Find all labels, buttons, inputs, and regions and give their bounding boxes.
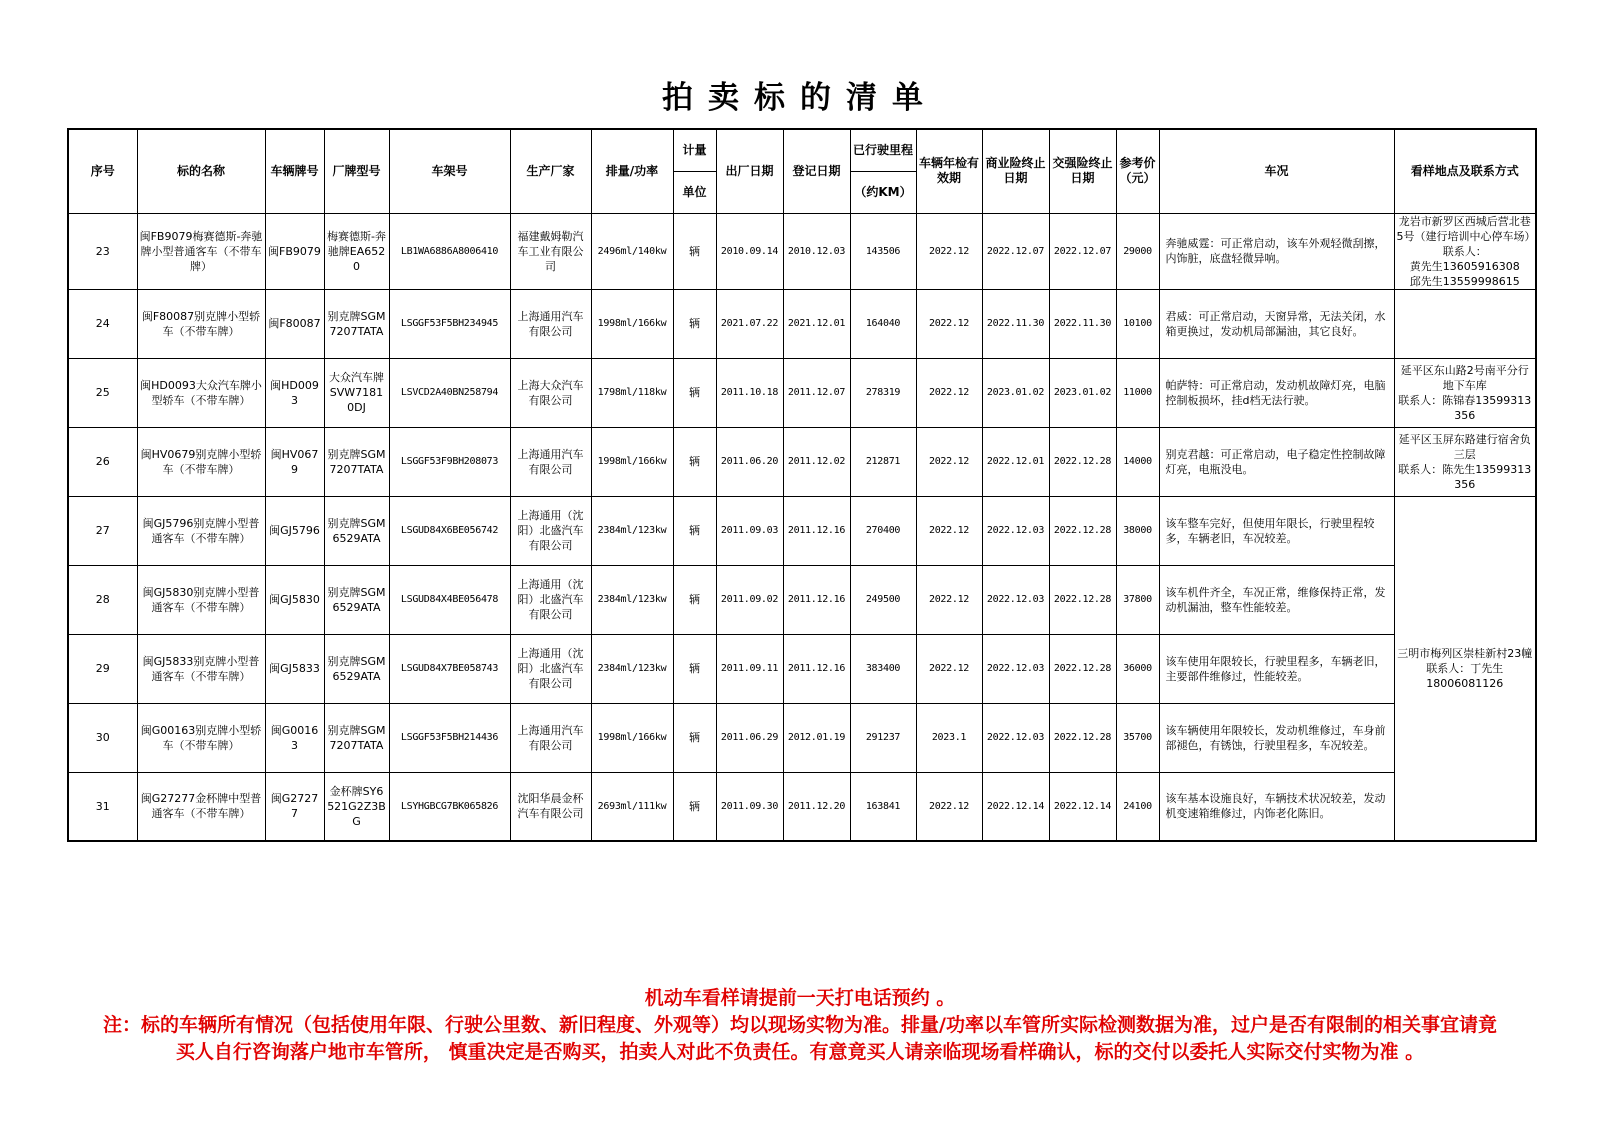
cell-model: 别克牌SGM6529ATA (324, 565, 389, 634)
cell-commercial-ins: 2022.12.03 (982, 634, 1049, 703)
header-inspection: 车辆年检有效期 (916, 129, 982, 213)
cell-plate: 闽F80087 (265, 289, 324, 358)
cell-compulsory-ins: 2023.01.02 (1049, 358, 1116, 427)
cell-price: 36000 (1116, 634, 1159, 703)
table-row (68, 496, 1536, 565)
cell-inspection: 2022.12 (916, 358, 982, 427)
cell-inspection: 2022.12 (916, 496, 982, 565)
cell-plate: 闽GJ5796 (265, 496, 324, 565)
cell-model: 大众汽车牌SVW71810DJ (324, 358, 389, 427)
cell-name: 闽G27277金杯牌中型普通客车（不带车牌） (137, 772, 265, 841)
cell-compulsory-ins: 2022.11.30 (1049, 289, 1116, 358)
cell-maker: 上海通用（沈阳）北盛汽车有限公司 (510, 496, 591, 565)
cell-plate: 闽G27277 (265, 772, 324, 841)
cell-mileage: 164040 (850, 289, 916, 358)
cell-condition: 该车机件齐全，车况正常，维修保持正常，发动机漏油，整车性能较差。 (1159, 565, 1394, 634)
cell-compulsory-ins: 2022.12.14 (1049, 772, 1116, 841)
page-title: 拍卖标的清单 (662, 80, 938, 116)
table-row (68, 358, 1536, 427)
cell-unit: 辆 (673, 496, 716, 565)
cell-condition: 奔驰威霆：可正常启动，该车外观轻微刮擦，内饰脏，底盘轻微异响。 (1159, 213, 1394, 289)
cell-mileage: 163841 (850, 772, 916, 841)
cell-vin: LSYHGBCG7BK065826 (389, 772, 510, 841)
cell-price: 37800 (1116, 565, 1159, 634)
table-row (68, 565, 1536, 634)
cell-reg-date: 2011.12.07 (783, 358, 850, 427)
cell-compulsory-ins: 2022.12.28 (1049, 427, 1116, 496)
cell-price: 38000 (1116, 496, 1159, 565)
location-address: 龙岩市新罗区西城后营北巷5号（建行培训中心停车场） (1396, 214, 1536, 243)
cell-price: 35700 (1116, 703, 1159, 772)
cell-plate: 闽G00163 (265, 703, 324, 772)
location-address: 三明市梅列区崇桂新村23幢 (1397, 646, 1533, 660)
cell-factory-date: 2011.09.30 (716, 772, 783, 841)
cell-vin: LSGGF53F5BH214436 (389, 703, 510, 772)
cell-inspection: 2023.1 (916, 703, 982, 772)
location-contact: 联系人：陈锦春13599313356 (1398, 393, 1532, 422)
cell-seq: 25 (68, 358, 137, 427)
cell-maker: 上海大众汽车有限公司 (510, 358, 591, 427)
cell-name: 闽HD0093大众汽车牌小型轿车（不带车牌） (137, 358, 265, 427)
cell-maker: 上海通用汽车有限公司 (510, 289, 591, 358)
notes (100, 985, 1500, 1066)
table-row (68, 772, 1536, 841)
header-price: 参考价（元） (1116, 129, 1159, 213)
cell-reg-date: 2012.01.19 (783, 703, 850, 772)
cell-model: 别克牌SGM6529ATA (324, 496, 389, 565)
table-row (68, 703, 1536, 772)
header-mileage-bottom: （约KM） (850, 171, 916, 213)
cell-model: 别克牌SGM7207TATA (324, 427, 389, 496)
cell-model: 别克牌SGM6529ATA (324, 634, 389, 703)
cell-power: 1998ml/166kw (591, 703, 673, 772)
cell-price: 11000 (1116, 358, 1159, 427)
cell-name: 闽GJ5830别克牌小型普通客车（不带车牌） (137, 565, 265, 634)
cell-inspection: 2022.12 (916, 289, 982, 358)
cell-location (1394, 427, 1536, 496)
header-model: 厂牌型号 (324, 129, 389, 213)
cell-compulsory-ins: 2022.12.28 (1049, 634, 1116, 703)
location-contact: 联系人：丁先生 (1426, 661, 1504, 675)
cell-seq: 30 (68, 703, 137, 772)
cell-condition: 君威：可正常启动，天窗异常，无法关闭，水箱更换过，发动机局部漏油，其它良好。 (1159, 289, 1394, 358)
cell-maker: 上海通用（沈阳）北盛汽车有限公司 (510, 565, 591, 634)
cell-model: 别克牌SGM7207TATA (324, 289, 389, 358)
cell-vin: LSGGF53F9BH208073 (389, 427, 510, 496)
header-condition: 车况 (1159, 129, 1394, 213)
cell-commercial-ins: 2022.11.30 (982, 289, 1049, 358)
cell-mileage: 278319 (850, 358, 916, 427)
table-row (68, 213, 1536, 289)
cell-commercial-ins: 2022.12.14 (982, 772, 1049, 841)
cell-power: 2693ml/111kw (591, 772, 673, 841)
cell-unit: 辆 (673, 565, 716, 634)
header-vin: 车架号 (389, 129, 510, 213)
cell-reg-date: 2011.12.02 (783, 427, 850, 496)
header-seq: 序号 (68, 129, 137, 213)
cell-name: 闽GJ5796别克牌小型普通客车（不带车牌） (137, 496, 265, 565)
cell-vin: LSGGF53F5BH234945 (389, 289, 510, 358)
cell-location (1394, 213, 1536, 289)
header-reg-date: 登记日期 (783, 129, 850, 213)
cell-name: 闽HV0679别克牌小型轿车（不带车牌） (137, 427, 265, 496)
cell-maker: 上海通用（沈阳）北盛汽车有限公司 (510, 634, 591, 703)
cell-price: 10100 (1116, 289, 1159, 358)
table-row (68, 427, 1536, 496)
cell-reg-date: 2010.12.03 (783, 213, 850, 289)
cell-price: 29000 (1116, 213, 1159, 289)
header-power: 排量/功率 (591, 129, 673, 213)
cell-mileage: 212871 (850, 427, 916, 496)
cell-seq: 23 (68, 213, 137, 289)
location-contact: 邱先生13559998615 (1409, 274, 1520, 288)
auction-table (67, 128, 1537, 842)
cell-factory-date: 2011.09.02 (716, 565, 783, 634)
cell-reg-date: 2011.12.16 (783, 565, 850, 634)
cell-commercial-ins: 2022.12.07 (982, 213, 1049, 289)
cell-factory-date: 2010.09.14 (716, 213, 783, 289)
cell-unit: 辆 (673, 427, 716, 496)
location-address: 延平区玉屏东路建行宿舍负三层 (1398, 432, 1531, 461)
cell-unit: 辆 (673, 634, 716, 703)
cell-mileage: 291237 (850, 703, 916, 772)
header-commercial-ins: 商业险终止日期 (982, 129, 1049, 213)
table-row (68, 289, 1536, 358)
cell-compulsory-ins: 2022.12.28 (1049, 496, 1116, 565)
cell-inspection: 2022.12 (916, 427, 982, 496)
cell-power: 2496ml/140kw (591, 213, 673, 289)
cell-reg-date: 2011.12.16 (783, 496, 850, 565)
cell-condition: 别克君越：可正常启动，电子稳定性控制故障灯亮，电瓶没电。 (1159, 427, 1394, 496)
cell-seq: 27 (68, 496, 137, 565)
cell-compulsory-ins: 2022.12.28 (1049, 565, 1116, 634)
note-disclaimer: 注：标的车辆所有情况（包括使用年限、行驶公里数、新旧程度、外观等）均以现场实物为准。排量/功率以车管所实际检测数据为准，过户是否有限制的相关事宜请竟买人自行咨询落户地市车管所， 慎重决定是否购买，拍卖人对此不负责任。有意竟买人请亲临现场看样确认，标的交付以委托人实际交付实物为准 。 (103, 1014, 1497, 1063)
cell-location-empty (1394, 289, 1536, 358)
cell-vin: LSVCD2A40BN258794 (389, 358, 510, 427)
cell-vin: LSGUD84X4BE056478 (389, 565, 510, 634)
cell-model: 别克牌SGM7207TATA (324, 703, 389, 772)
cell-commercial-ins: 2023.01.02 (982, 358, 1049, 427)
cell-model: 金杯牌SY6521G2Z3BG (324, 772, 389, 841)
cell-vin: LB1WA6886A8006410 (389, 213, 510, 289)
cell-unit: 辆 (673, 289, 716, 358)
cell-plate: 闽HV0679 (265, 427, 324, 496)
cell-mileage: 249500 (850, 565, 916, 634)
cell-location (1394, 358, 1536, 427)
cell-maker: 沈阳华晨金杯汽车有限公司 (510, 772, 591, 841)
header-compulsory-ins: 交强险终止日期 (1049, 129, 1116, 213)
cell-condition: 该车整车完好，但使用年限长，行驶里程较多，车辆老旧，车况较差。 (1159, 496, 1394, 565)
cell-seq: 26 (68, 427, 137, 496)
cell-inspection: 2022.12 (916, 772, 982, 841)
cell-condition: 该车辆使用年限较长，发动机维修过，车身前部褪色，有锈蚀，行驶里程多，车况较差。 (1159, 703, 1394, 772)
header-unit-bottom: 单位 (673, 171, 716, 213)
cell-inspection: 2022.12 (916, 565, 982, 634)
header-name: 标的名称 (137, 129, 265, 213)
header-plate: 车辆牌号 (265, 129, 324, 213)
header-factory-date: 出厂日期 (716, 129, 783, 213)
cell-factory-date: 2011.09.11 (716, 634, 783, 703)
location-contact: 联系人：陈先生13599313356 (1398, 462, 1532, 491)
location-contact-label: 联系人： (1442, 244, 1487, 258)
header-maker: 生产厂家 (510, 129, 591, 213)
cell-condition: 帕萨特：可正常启动，发动机故障灯亮，电脑控制板损坏，挂d档无法行驶。 (1159, 358, 1394, 427)
header-unit-top: 计量 (673, 129, 716, 171)
cell-inspection: 2022.12 (916, 213, 982, 289)
cell-seq: 24 (68, 289, 137, 358)
cell-seq: 28 (68, 565, 137, 634)
cell-mileage: 270400 (850, 496, 916, 565)
cell-factory-date: 2011.10.18 (716, 358, 783, 427)
cell-model: 梅赛德斯-奔驰牌EA6520 (324, 213, 389, 289)
location-phone: 18006081126 (1426, 676, 1504, 690)
cell-reg-date: 2021.12.01 (783, 289, 850, 358)
cell-name: 闽G00163别克牌小型轿车（不带车牌） (137, 703, 265, 772)
cell-plate: 闽FB9079 (265, 213, 324, 289)
location-address: 延平区东山路2号南平分行地下车库 (1400, 363, 1529, 392)
cell-reg-date: 2011.12.16 (783, 634, 850, 703)
cell-condition: 该车基本设施良好，车辆技术状况较差，发动机变速箱维修过，内饰老化陈旧。 (1159, 772, 1394, 841)
cell-plate: 闽GJ5833 (265, 634, 324, 703)
cell-factory-date: 2011.06.20 (716, 427, 783, 496)
location-contact: 黄先生13605916308 (1409, 259, 1520, 273)
cell-commercial-ins: 2022.12.03 (982, 565, 1049, 634)
cell-price: 14000 (1116, 427, 1159, 496)
cell-unit: 辆 (673, 358, 716, 427)
header-location: 看样地点及联系方式 (1394, 129, 1536, 213)
cell-maker: 上海通用汽车有限公司 (510, 703, 591, 772)
cell-unit: 辆 (673, 703, 716, 772)
cell-vin: LSGUD84X6BE056742 (389, 496, 510, 565)
cell-reg-date: 2011.12.20 (783, 772, 850, 841)
table-row (68, 634, 1536, 703)
cell-unit: 辆 (673, 772, 716, 841)
cell-factory-date: 2011.09.03 (716, 496, 783, 565)
cell-mileage: 383400 (850, 634, 916, 703)
cell-name: 闽GJ5833别克牌小型普通客车（不带车牌） (137, 634, 265, 703)
cell-name: 闽F80087别克牌小型轿车（不带车牌） (137, 289, 265, 358)
cell-power: 1998ml/166kw (591, 289, 673, 358)
cell-seq: 29 (68, 634, 137, 703)
cell-vin: LSGUD84X7BE058743 (389, 634, 510, 703)
cell-plate: 闽GJ5830 (265, 565, 324, 634)
cell-maker: 上海通用汽车有限公司 (510, 427, 591, 496)
cell-maker: 福建戴姆勒汽车工业有限公司 (510, 213, 591, 289)
cell-condition: 该车使用年限较长，行驶里程多，车辆老旧，主要部件维修过，性能较差。 (1159, 634, 1394, 703)
cell-power: 2384ml/123kw (591, 565, 673, 634)
cell-location (1394, 496, 1536, 841)
cell-power: 2384ml/123kw (591, 634, 673, 703)
cell-unit: 辆 (673, 213, 716, 289)
cell-plate: 闽HD0093 (265, 358, 324, 427)
cell-factory-date: 2021.07.22 (716, 289, 783, 358)
cell-name: 闽FB9079梅赛德斯-奔驰牌小型普通客车（不带车牌） (137, 213, 265, 289)
cell-factory-date: 2011.06.29 (716, 703, 783, 772)
cell-power: 1798ml/118kw (591, 358, 673, 427)
cell-commercial-ins: 2022.12.03 (982, 496, 1049, 565)
cell-commercial-ins: 2022.12.01 (982, 427, 1049, 496)
cell-inspection: 2022.12 (916, 634, 982, 703)
cell-seq: 31 (68, 772, 137, 841)
cell-compulsory-ins: 2022.12.07 (1049, 213, 1116, 289)
cell-commercial-ins: 2022.12.03 (982, 703, 1049, 772)
cell-power: 1998ml/166kw (591, 427, 673, 496)
cell-mileage: 143506 (850, 213, 916, 289)
header-mileage-top: 已行驶里程 (850, 129, 916, 171)
note-appointment: 机动车看样请提前一天打电话预约 。 (644, 987, 956, 1009)
cell-price: 24100 (1116, 772, 1159, 841)
cell-power: 2384ml/123kw (591, 496, 673, 565)
cell-compulsory-ins: 2022.12.28 (1049, 703, 1116, 772)
